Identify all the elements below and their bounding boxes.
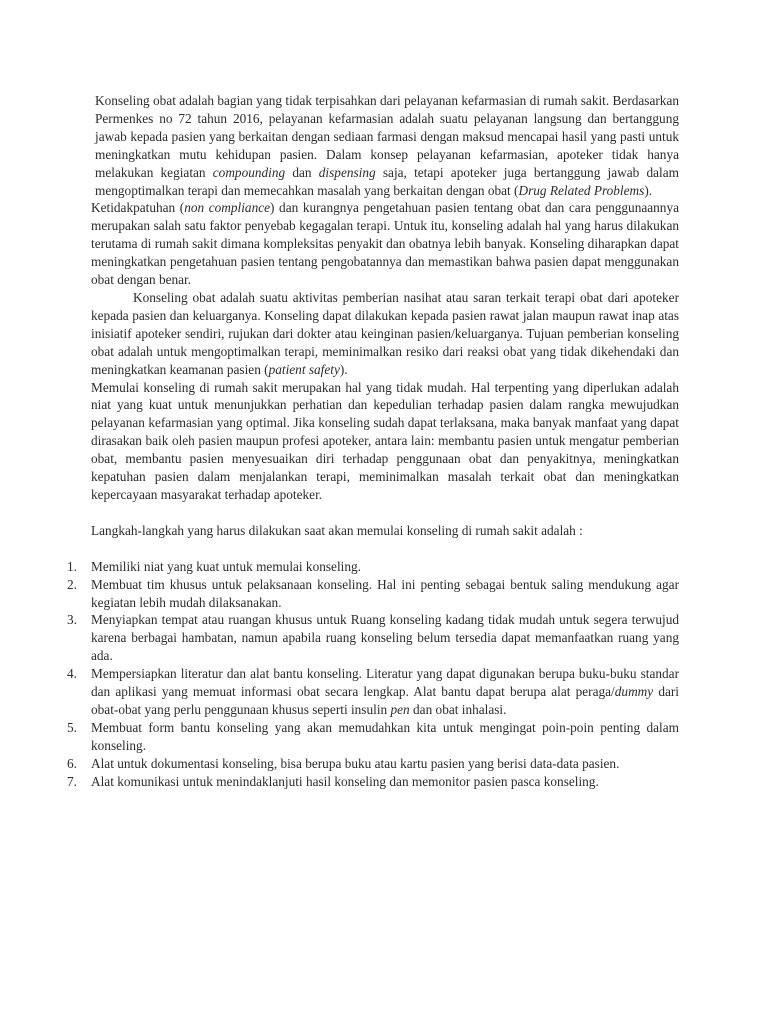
text-run: ) dan kurangnya pengetahuan pasien tentang obat dan cara penggunaannya merupakan salah satu faktor penyebab kegagalan terapi. Untuk itu, konseling adalah hal yang harus dilakukan terutama di rumah sakit dimana kompleksitas penyakit dan obatnya lebih banyak. Konseling diharapkan dapat meningkatkan pengetahuan pasien tentang pengobatannya dan memastikan bahwa pasien dapat menggunakan obat dengan benar. [91,200,680,288]
list-number: 3. [67,612,77,628]
text-run: dan [285,164,319,180]
list-number: 1. [67,558,77,574]
text-run-italic: Drug Related Problems [518,182,645,198]
text-run: Mempersiapkan literatur dan alat bantu konseling. Literatur yang dapat digunakan berupa buku-buku standar dan aplikasi yang memuat informasi obat secara lengkap. Alat bantu dapat berupa alat peraga/ [91,666,679,700]
text-run-italic: dummy [614,684,654,700]
list-item [67,719,679,755]
text-run: dan obat inhalasi. [409,702,507,717]
list-number: 7. [67,773,77,789]
text-run: Alat untuk dokumentasi konseling, bisa berupa buku atau kartu pasien yang berisi data-data pasien. [91,755,620,771]
paragraph-benefits [91,379,679,504]
text-run-italic: non compliance [184,200,271,216]
list-item [67,576,679,612]
text-run: Konseling obat adalah suatu aktivitas pemberian nasihat atau saran terkait terapi obat dari apoteker kepada pasien dan keluarganya. Konseling dapat dilakukan kepada pasien rawat jalan maupun rawat inap atas inisiatif apoteker sendiri, rujukan dari dokter atau keinginan pasien/keluarganya. Tujuan pemberian konseling obat adalah untuk mengoptimalkan terapi, meminimalkan resiko dari reaksi obat yang tidak dikehendaki dan meningkatkan keamanan pasien ( [91,289,679,377]
text-run: Memiliki niat yang kuat untuk memulai konseling. [91,558,361,574]
text-run: Menyiapkan tempat atau ruangan khusus untuk Ruang konseling kadang tidak mudah untuk segera terwujud karena berbagai hambatan, namun apabila ruang konseling belum tersedia dapat memanfaatkan ruang yang ada. [91,612,679,664]
paragraph-definition [91,289,679,379]
steps-intro: Langkah-langkah yang harus dilakukan saat akan memulai konseling di rumah sakit adalah : [91,522,583,538]
list-item [67,755,679,773]
text-run-italic: patient safety [268,361,340,377]
text-run-italic: compounding [212,164,286,180]
text-run: ). [339,361,348,377]
list-number: 2. [67,576,77,592]
text-run: Membuat form bantu konseling yang akan memudahkan kita untuk mengingat poin-poin penting dalam konseling. [91,719,679,753]
text-run: dari obat-obat yang perlu penggunaan khusus seperti insulin [91,684,680,717]
text-run: Alat komunikasi untuk menindaklanjuti hasil konseling dan memonitor pasien pasca konseling. [91,773,599,789]
paragraph-spacer [91,540,679,558]
text-run: Membuat tim khusus untuk pelaksanaan konseling. Hal ini penting sebagai bentuk saling mendukung agar kegiatan lebih mudah dilaksanakan. [91,576,679,610]
paragraph-spacer [91,504,679,522]
text-run: ). [644,182,653,198]
steps-list [67,558,680,791]
list-number: 6. [67,755,77,771]
list-number: 5. [67,719,77,735]
text-run-italic: pen [390,702,410,717]
text-run: saja, tetapi apoteker juga bertanggung jawab dalam mengoptimalkan terapi dan memecahkan masalah yang berkaitan dengan obat ( [95,164,679,198]
list-item [67,773,679,791]
text-run-italic: dispensing [318,164,376,180]
list-item [67,558,679,576]
text-run: Ketidakpatuhan ( [91,200,185,216]
list-number: 4. [67,666,77,682]
document-body [67,92,680,791]
paragraph-intro [91,92,679,199]
paragraph-non-compliance [91,199,679,289]
list-item [67,611,679,665]
list-item [67,665,680,719]
text-run: Konseling obat adalah bagian yang tidak terpisahkan dari pelayanan kefarmasian di rumah sakit. Berdasarkan Permenkes no 72 tahun 2016, pelayanan kefarmasian adalah suatu pelayanan langsung dan bertanggung jawab kepada pasien yang berkaitan dengan sediaan farmasi dengan maksud mencapai hasil yang pasti untuk meningkatkan mutu kehidupan pasien. Dalam konsep pelayanan kefarmasian, apoteker tidak hanya melakukan kegiatan [95,93,679,180]
text-run: Memulai konseling di rumah sakit merupakan hal yang tidak mudah. Hal terpenting yang diperlukan adalah niat yang kuat untuk menunjukkan perhatian dan kepedulian terhadap pasien dalam rangka mewujudkan pelayanan kefarmasian yang optimal. Jika konseling sudah dapat terlaksana, maka banyak manfaat yang dapat dirasakan baik oleh pasien maupun profesi apoteker, antara lain: membantu pasien untuk mengatur pemberian obat, membantu pasien menyesuaikan diri terhadap penggunaan obat dan penyakitnya, meningkatkan kepatuhan pasien dalam menjalankan terapi, meminimalkan masalah terkait obat dan meningkatkan kepercayaan masyarakat terhadap apoteker. [91,379,679,502]
